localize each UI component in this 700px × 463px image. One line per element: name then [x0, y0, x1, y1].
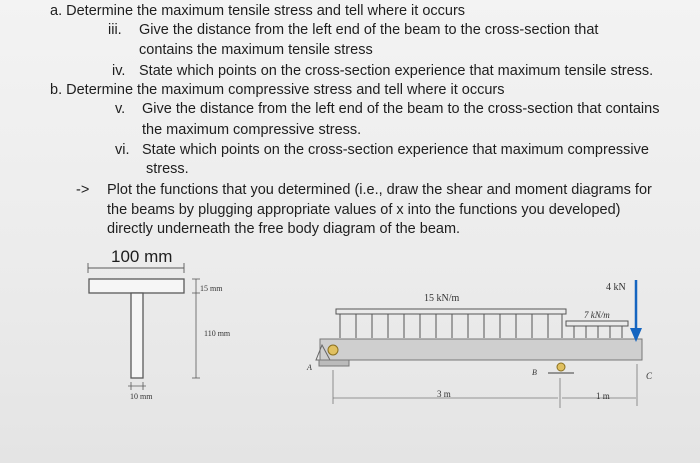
part-a-text: Determine the maximum tensile stress and tell where it occurs: [66, 3, 466, 19]
beam-body: [320, 339, 642, 360]
t-cross-section: [88, 263, 200, 390]
beam-diagram: [316, 280, 642, 408]
web-thickness-label: 10 mm: [130, 392, 153, 401]
flange-width-label: 100 mm: [111, 247, 173, 266]
overhang-load-band: [566, 321, 628, 326]
distributed-load-band: [336, 309, 566, 314]
distributed-load-label: 15 kN/m: [424, 293, 460, 304]
part-b-item-vi-cont: stress.: [146, 161, 189, 177]
point-load-arrow: [630, 280, 642, 342]
item-marker: iv.: [112, 63, 126, 79]
point-c-label: C: [646, 371, 653, 381]
item-text: Give the distance from the left end of the beam to the cross-section that contains: [142, 101, 660, 117]
part-a-item-iii-cont: contains the maximum tensile stress: [139, 42, 373, 58]
span-ab-label: 3 m: [437, 389, 451, 399]
item-marker: v.: [115, 101, 126, 117]
instruction-line-3: directly underneath the free body diagram of the beam.: [107, 221, 461, 237]
point-a-label: A: [307, 363, 312, 372]
flange-thickness-label: 15 mm: [200, 284, 223, 293]
web-height-label: 110 mm: [204, 329, 231, 338]
distributed-load-arrows: [340, 314, 562, 338]
span-bc-label: 1 m: [596, 391, 610, 401]
part-b-item-v-cont: the maximum compressive stress.: [142, 122, 362, 138]
point-load-label: 4 kN: [606, 282, 626, 293]
point-b-label: B: [532, 368, 537, 377]
item-text: Give the distance from the left end of the beam to the cross-section that: [139, 22, 599, 38]
overhang-load-label: 7 kN/m: [584, 310, 610, 320]
overhang-load-arrows: [574, 326, 622, 338]
instruction-line-1: Plot the functions that you determined (i.e., draw the shear and moment diagrams for: [107, 182, 652, 198]
span-dimensions: [333, 364, 637, 408]
item-marker: vi.: [115, 142, 130, 158]
item-text: State which points on the cross-section experience that maximum tensile stress.: [139, 63, 654, 79]
part-a-prefix: a.: [50, 3, 63, 19]
item-marker: iii.: [108, 22, 122, 38]
roller-support-b: [548, 363, 574, 373]
instruction-line-2: the beams by plugging appropriate values of x into the functions you developed): [107, 202, 621, 218]
part-b-text: Determine the maximum compressive stress and tell where it occurs: [66, 82, 505, 98]
item-text: State which points on the cross-section experience that maximum compressive: [142, 142, 649, 158]
part-b-prefix: b.: [50, 82, 63, 98]
instruction-arrow: ->: [76, 182, 90, 198]
